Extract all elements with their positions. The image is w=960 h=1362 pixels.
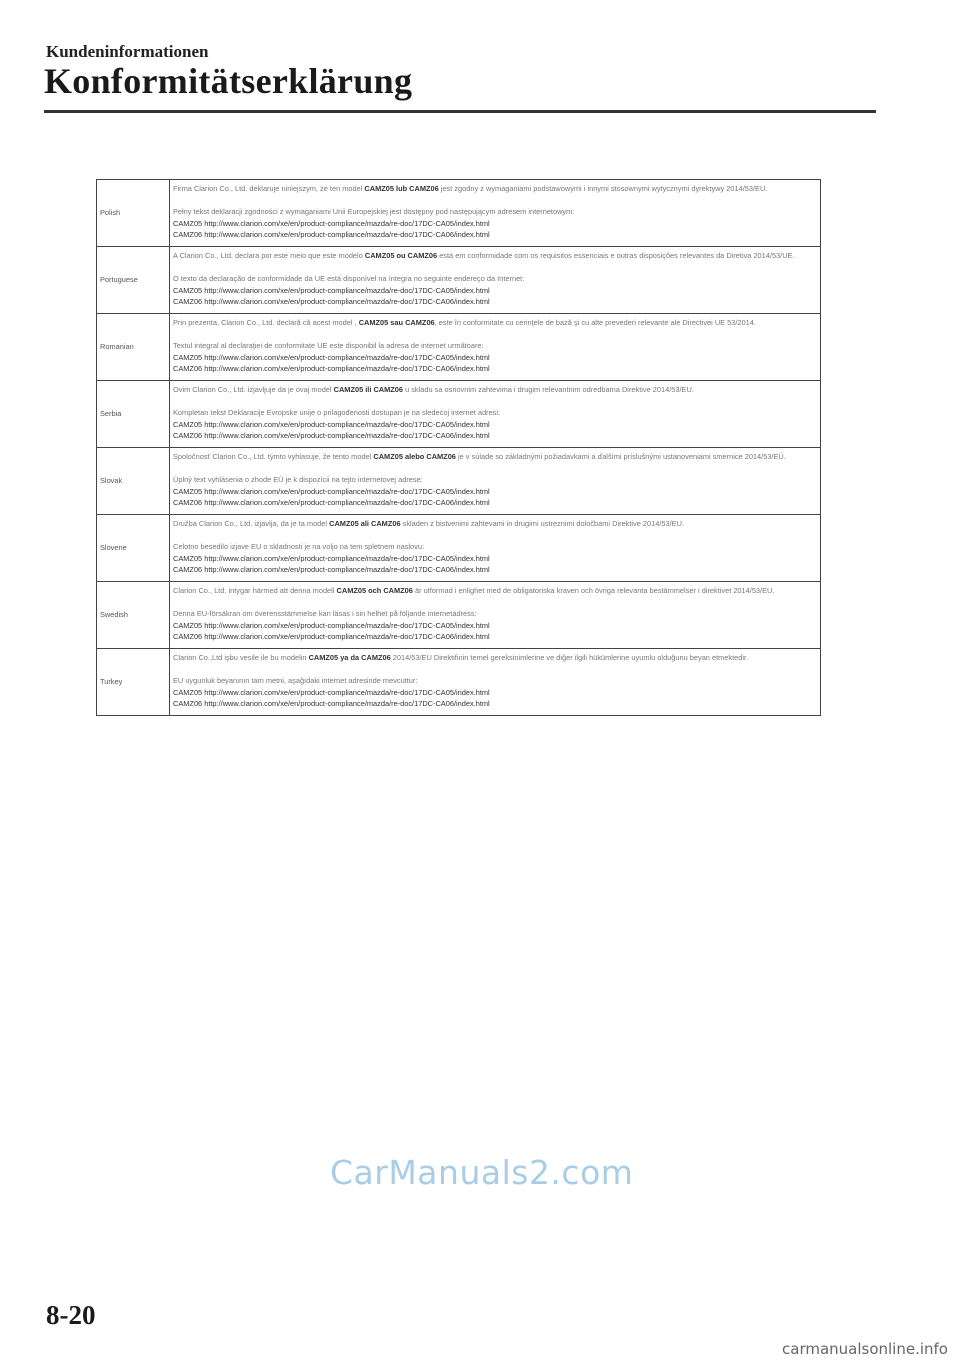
url-camz05: CAMZ05 http://www.clarion.com/xe/en/product-compliance/mazda/re-doc/17DC-CA05/index.html xyxy=(173,486,490,496)
statement-lead: Spoločnosť Clarion Co., Ltd. týmto vyhlasuje, že tento model xyxy=(173,451,374,461)
declaration-cell xyxy=(170,380,821,447)
url-camz05: CAMZ05 http://www.clarion.com/xe/en/product-compliance/mazda/re-doc/17DC-CA05/index.html xyxy=(173,352,490,362)
model-names: CAMZ05 ya da CAMZ06 xyxy=(308,652,391,662)
statement-rest: 2014/53/EU Direktifinin temel gereksinimlerine ve diğer ilgili hükümlerine uyumlu olduğunu beyan etmektedir. xyxy=(390,652,749,662)
paragraph-gap xyxy=(173,529,817,541)
declaration-cell xyxy=(170,180,821,247)
table-row xyxy=(97,180,821,247)
statement-lead: Ovim Clarion Co., Ltd. izjavljuje da je ovaj model xyxy=(173,384,334,394)
url-camz06: CAMZ06 http://www.clarion.com/xe/en/product-compliance/mazda/re-doc/17DC-CA06/index.html xyxy=(173,230,490,240)
url-camz05: CAMZ05 http://www.clarion.com/xe/en/product-compliance/mazda/re-doc/17DC-CA05/index.html xyxy=(173,419,490,429)
model-names: CAMZ05 och CAMZ06 xyxy=(336,585,413,595)
language-cell: Swedish xyxy=(97,581,170,648)
declaration-table-body xyxy=(97,180,821,716)
declaration-availability: EU uygunluk beyanının tam metni, aşağıdaki internet adresinde mevcuttur: xyxy=(173,675,418,685)
url-camz06: CAMZ06 http://www.clarion.com/xe/en/product-compliance/mazda/re-doc/17DC-CA06/index.html xyxy=(173,431,490,441)
language-cell: Romanian xyxy=(97,313,170,380)
statement-rest: je v súlade so základnými požiadavkami a ďalšími príslušnými ustanoveniami smernice 2014/53/EÚ. xyxy=(455,451,786,461)
language-cell: Portuguese xyxy=(97,246,170,313)
declaration-availability: Celotno besedilo izjave EU o skladnosti je na voljo na tem spletnem naslovu: xyxy=(173,542,425,552)
statement-rest: är utformad i enlighet med de obligatoriska kraven och övriga relevanta bestämmelser i direktivet 2014/53/EU. xyxy=(412,585,775,595)
table-row xyxy=(97,447,821,514)
url-camz06: CAMZ06 http://www.clarion.com/xe/en/product-compliance/mazda/re-doc/17DC-CA06/index.html xyxy=(173,498,490,508)
footer-site-url: carmanualsonline.info xyxy=(782,1340,948,1358)
declaration-statement xyxy=(173,451,817,463)
declaration-statement xyxy=(173,317,817,329)
url-camz06: CAMZ06 http://www.clarion.com/xe/en/product-compliance/mazda/re-doc/17DC-CA06/index.html xyxy=(173,632,490,642)
paragraph-gap xyxy=(173,262,817,274)
declaration-cell xyxy=(170,447,821,514)
table-row xyxy=(97,380,821,447)
section-label: Kundeninformationen xyxy=(46,42,209,61)
page-number: 8-20 xyxy=(46,1300,96,1330)
declaration-statement xyxy=(173,585,817,597)
watermark-logo: CarManuals2.com xyxy=(330,1153,634,1192)
declaration-statement xyxy=(173,652,817,664)
model-names: CAMZ05 lub CAMZ06 xyxy=(364,184,439,193)
declaration-availability: Textul integral al declaraţiei de conformitate UE este disponibil la adresa de internet următoare: xyxy=(173,341,484,351)
language-cell: Polish xyxy=(97,180,170,247)
statement-lead: Prin prezenta, Clarion Co., Ltd. declară că acest model , xyxy=(173,317,359,327)
statement-rest: u skladu sa osnovnim zahtevima i drugim relevantnim odredbama Direktive 2014/53/EU. xyxy=(403,384,694,394)
declaration-availability: Pełny tekst deklaracji zgodności z wymaganiami Unii Europejskiej jest dostępny pod następującym adresem internetowym: xyxy=(173,207,575,217)
declaration-cell xyxy=(170,514,821,581)
url-camz06: CAMZ06 http://www.clarion.com/xe/en/product-compliance/mazda/re-doc/17DC-CA06/index.html xyxy=(173,364,490,374)
declaration-availability: O texto da declaração de conformidade da UE está disponível na íntegra no seguinte endereço da Internet: xyxy=(173,274,525,284)
declaration-cell xyxy=(170,581,821,648)
declaration-availability: Kompletan tekst Deklaracije Evropske unije o prilagođenosti dostupan je na sledećoj internet adresi: xyxy=(173,408,501,418)
table-row xyxy=(97,313,821,380)
model-names: CAMZ05 ali CAMZ06 xyxy=(329,518,401,528)
statement-lead: Clarion Co., Ltd. intygar härmed att denna modell xyxy=(173,585,337,595)
statement-lead: A Clarion Co., Ltd. declara por este meio que este modelo xyxy=(173,250,365,260)
url-camz06: CAMZ06 http://www.clarion.com/xe/en/product-compliance/mazda/re-doc/17DC-CA06/index.html xyxy=(173,297,490,307)
statement-rest: está em conformidade com os requisitos essenciais e outras disposições relevantes da Diretiva 2014/53/UE. xyxy=(437,250,795,260)
url-camz05: CAMZ05 http://www.clarion.com/xe/en/product-compliance/mazda/re-doc/17DC-CA05/index.html xyxy=(173,553,490,563)
declaration-cell xyxy=(170,246,821,313)
page-title: Konformitätserklärung xyxy=(44,61,413,101)
model-names: CAMZ05 sau CAMZ06 xyxy=(358,317,435,327)
paragraph-gap xyxy=(173,663,817,675)
paragraph-gap xyxy=(173,596,817,608)
statement-lead: Firma Clarion Co., Ltd. deklaruje niniejszym, że ten model xyxy=(173,184,365,193)
declaration-availability: Denna EU-försäkran om överensstämmelse kan läsas i sin helhet på följande internetadress: xyxy=(173,609,477,618)
paragraph-gap xyxy=(173,462,817,474)
paragraph-gap xyxy=(173,396,817,408)
language-cell: Turkey xyxy=(97,648,170,715)
declaration-cell xyxy=(170,313,821,380)
url-camz05: CAMZ05 http://www.clarion.com/xe/en/product-compliance/mazda/re-doc/17DC-CA05/index.html xyxy=(173,687,490,697)
table-row xyxy=(97,246,821,313)
table-row xyxy=(97,581,821,648)
title-divider xyxy=(44,110,876,113)
table-row xyxy=(97,648,821,715)
url-camz06: CAMZ06 http://www.clarion.com/xe/en/product-compliance/mazda/re-doc/17DC-CA06/index.html xyxy=(173,699,490,709)
statement-lead: Clarion Co.,Ltd işbu vesile ile bu modelin xyxy=(173,652,309,662)
url-camz06: CAMZ06 http://www.clarion.com/xe/en/product-compliance/mazda/re-doc/17DC-CA06/index.html xyxy=(173,565,490,575)
language-cell: Slovene xyxy=(97,514,170,581)
url-camz05: CAMZ05 http://www.clarion.com/xe/en/product-compliance/mazda/re-doc/17DC-CA05/index.html xyxy=(173,218,490,228)
declaration-table xyxy=(96,179,821,716)
paragraph-gap xyxy=(173,195,817,207)
statement-lead: Družba Clarion Co., Ltd. izjavlja, da je ta model xyxy=(173,518,330,528)
statement-rest: jest zgodny z wymaganiami podstawowymi i innymi stosownymi wytycznymi dyrektywy 2014/53/EU. xyxy=(438,184,768,193)
declaration-availability: Úplný text vyhlásenia o zhode EÚ je k dispozícii na tejto internetovej adrese: xyxy=(173,475,423,485)
table-row xyxy=(97,514,821,581)
statement-rest: skladen z bistvenimi zahtevami in drugimi ustreznimi določbami Direktive 2014/53/EU. xyxy=(400,518,685,528)
url-camz05: CAMZ05 http://www.clarion.com/xe/en/product-compliance/mazda/re-doc/17DC-CA05/index.html xyxy=(173,620,490,630)
model-names: CAMZ05 ili CAMZ06 xyxy=(333,384,404,394)
declaration-statement xyxy=(173,384,817,396)
url-camz05: CAMZ05 http://www.clarion.com/xe/en/product-compliance/mazda/re-doc/17DC-CA05/index.html xyxy=(173,285,490,295)
declaration-statement xyxy=(173,250,817,262)
language-cell: Serbia xyxy=(97,380,170,447)
language-cell: Slovak xyxy=(97,447,170,514)
declaration-cell xyxy=(170,648,821,715)
paragraph-gap xyxy=(173,329,817,341)
declaration-statement xyxy=(173,518,817,530)
model-names: CAMZ05 alebo CAMZ06 xyxy=(373,451,456,461)
declaration-statement xyxy=(173,183,817,195)
statement-rest: , este în conformitate cu cerinţele de bază şi cu alte prevederi relevante ale Directivei UE 53/2014. xyxy=(434,317,756,327)
model-names: CAMZ05 ou CAMZ06 xyxy=(364,250,438,260)
